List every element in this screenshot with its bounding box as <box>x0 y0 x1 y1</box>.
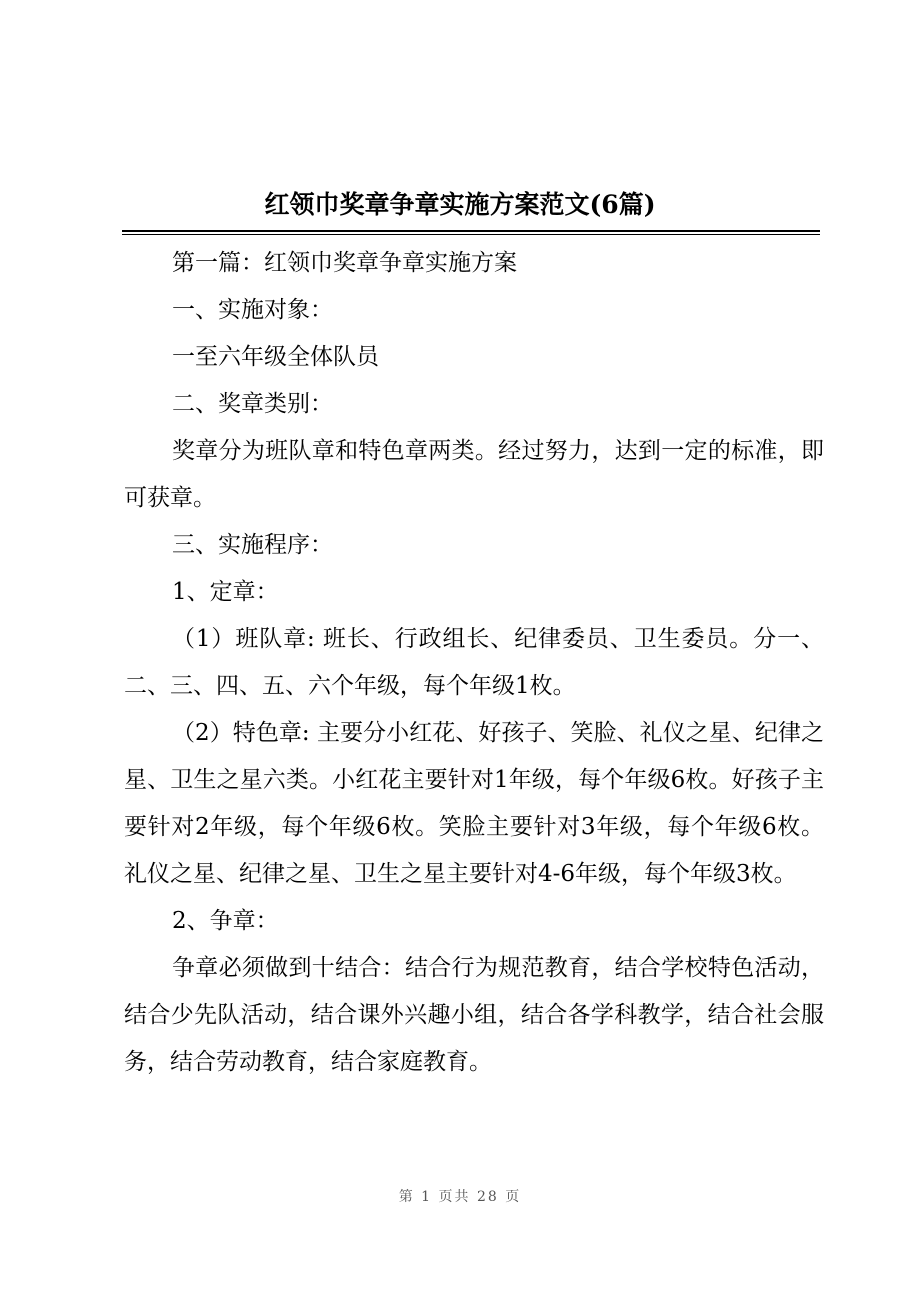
document-body <box>124 240 824 1086</box>
title-underline-thick <box>122 230 820 232</box>
paragraph-heading-category: 二、奖章类别： <box>172 391 333 417</box>
paragraph-section-heading: 第一篇：红领巾奖章争章实施方案 <box>172 250 517 276</box>
paragraph-category: 奖章分为班队章和特色章两类。经过努力，达到一定的标准，即可获章。 <box>124 438 824 511</box>
paragraph-step-2: 2、争章： <box>172 908 279 934</box>
paragraph-heading-procedure: 三、实施程序： <box>172 532 333 558</box>
paragraph-target: 一至六年级全体队员 <box>172 344 379 370</box>
paragraph-heading-target: 一、实施对象： <box>172 297 333 323</box>
document-title: 红领巾奖章争章实施方案范文(6篇) <box>264 190 656 219</box>
paragraph-class-badge: （1）班队章: 班长、行政组长、纪律委员、卫生委员。分一、二、三、四、五、六个年级，每个年级1枚。 <box>124 626 824 699</box>
paragraph-special-badge: （2）特色章: 主要分小红花、好孩子、笑脸、礼仪之星、纪律之星、卫生之星六类。小红花主要针对1年级，每个年级6枚。好孩子主要针对2年级，每个年级6枚。笑脸主要针对3年级，每个年级6枚。礼仪之星、纪律之星、卫生之星主要针对4-6年级，每个年级3枚。 <box>124 720 824 887</box>
page-number: 第 1 页共 28 页 <box>398 1189 522 1205</box>
title-underline-thin <box>122 234 820 235</box>
paragraph-earning: 争章必须做到十结合：结合行为规范教育，结合学校特色活动，结合少先队活动，结合课外兴趣小组，结合各学科教学，结合社会服务，结合劳动教育，结合家庭教育。 <box>124 955 824 1075</box>
paragraph-step-1: 1、定章： <box>172 579 279 605</box>
